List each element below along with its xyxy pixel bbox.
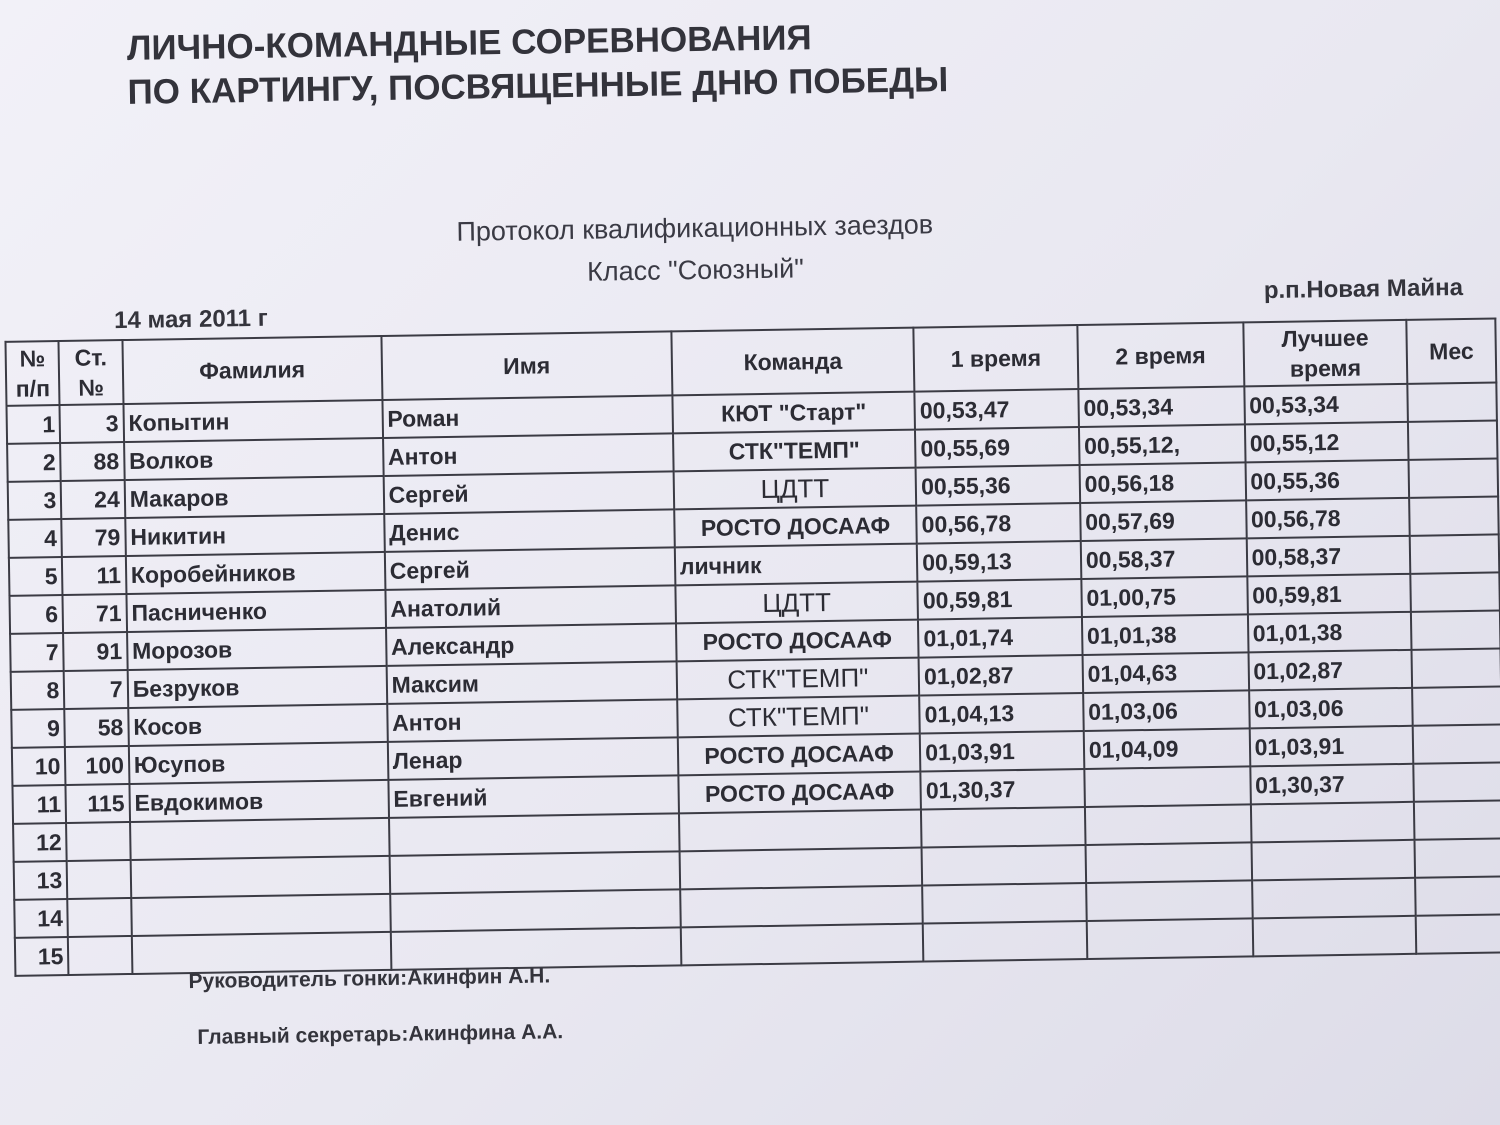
cell-time1 — [922, 883, 1086, 924]
cell-time2: 01,04,63 — [1082, 652, 1248, 693]
cell-num: 12 — [13, 823, 67, 862]
cell-time2 — [1085, 842, 1251, 883]
col-header-team: Команда — [671, 328, 914, 396]
cell-time1: 01,04,13 — [919, 693, 1083, 734]
cell-surname — [131, 894, 390, 936]
cell-best — [1250, 802, 1414, 843]
cell-time1: 00,55,36 — [916, 465, 1080, 506]
cell-place — [1409, 496, 1498, 535]
cell-name: Александр — [386, 623, 677, 666]
col-header-time1: 1 время — [914, 325, 1079, 392]
cell-team: личник — [675, 544, 918, 586]
cell-num: 3 — [8, 481, 62, 520]
col-header-best: Лучшее время — [1243, 320, 1408, 387]
cell-team: СТК"ТЕМП" — [677, 696, 920, 738]
cell-start: 3 — [60, 404, 124, 443]
cell-name — [390, 889, 681, 932]
cell-num: 9 — [11, 709, 65, 748]
cell-surname: Пасниченко — [126, 590, 385, 632]
cell-team: РОСТО ДОСААФ — [678, 734, 921, 776]
cell-team: ЦДТТ — [675, 582, 918, 624]
cell-place — [1408, 420, 1497, 459]
cell-start: 24 — [61, 480, 125, 519]
document-title — [127, 11, 1128, 115]
cell-place — [1415, 838, 1500, 877]
cell-time2: 01,00,75 — [1081, 576, 1247, 617]
chief-secretary-signature: Главный секретарь:Акинфина А.А. — [197, 1020, 564, 1049]
cell-name: Антон — [387, 699, 678, 742]
cell-time2 — [1085, 804, 1251, 845]
cell-team: ЦДТТ — [673, 468, 916, 510]
cell-place — [1416, 914, 1500, 953]
cell-best: 01,01,38 — [1248, 612, 1412, 653]
cell-time1 — [923, 921, 1087, 962]
cell-num: 14 — [14, 899, 68, 938]
cell-time2: 00,53,34 — [1078, 386, 1244, 427]
col-header-name: Имя — [381, 331, 672, 400]
cell-start: 91 — [63, 632, 127, 671]
cell-time1: 00,55,69 — [915, 427, 1079, 468]
cell-best: 01,02,87 — [1248, 650, 1412, 691]
cell-team — [679, 810, 922, 852]
results-table — [4, 317, 1500, 976]
cell-num: 15 — [15, 937, 69, 976]
cell-start — [66, 822, 130, 861]
cell-time1: 00,53,47 — [915, 389, 1079, 430]
event-location: р.п.Новая Майна — [1263, 273, 1464, 305]
title-line-1: ЛИЧНО-КОМАНДНЫЕ СОРЕВНОВАНИЯ — [126, 18, 812, 68]
cell-time2: 00,55,12, — [1079, 424, 1245, 465]
cell-num: 5 — [9, 557, 63, 596]
cell-team: КЮТ "Старт" — [672, 392, 915, 434]
cell-surname: Безруков — [127, 666, 386, 708]
cell-name: Роман — [382, 395, 673, 438]
cell-num: 6 — [9, 595, 63, 634]
cell-start: 79 — [62, 518, 126, 557]
cell-surname: Евдокимов — [129, 780, 388, 822]
cell-name — [389, 851, 680, 894]
cell-name: Евгений — [388, 775, 679, 818]
cell-start — [68, 936, 132, 975]
cell-place — [1410, 534, 1499, 573]
cell-name: Анатолий — [385, 585, 676, 628]
cell-name — [390, 927, 681, 970]
cell-start: 71 — [63, 594, 127, 633]
cell-place — [1411, 610, 1500, 649]
class-heading: Класс "Союзный" — [586, 253, 805, 287]
col-header-time2: 2 время — [1077, 322, 1244, 389]
protocol-heading: Протокол квалификационных заездов — [456, 209, 934, 247]
cell-name: Денис — [384, 509, 675, 552]
col-header-num: № п/п — [5, 341, 59, 406]
cell-name: Максим — [386, 661, 677, 704]
cell-time2: 01,01,38 — [1082, 614, 1248, 655]
cell-best — [1252, 916, 1416, 957]
cell-time1: 00,56,78 — [916, 503, 1080, 544]
cell-start: 100 — [65, 746, 129, 785]
cell-name: Сергей — [383, 471, 674, 514]
cell-time1 — [921, 807, 1085, 848]
cell-start — [67, 860, 131, 899]
cell-name — [389, 813, 680, 856]
cell-start: 115 — [66, 784, 130, 823]
cell-best — [1252, 878, 1416, 919]
cell-num: 11 — [12, 785, 66, 824]
cell-team: РОСТО ДОСААФ — [678, 772, 921, 814]
cell-surname — [130, 818, 389, 860]
cell-time2: 00,58,37 — [1081, 538, 1247, 579]
cell-start: 11 — [62, 556, 126, 595]
cell-time1: 01,30,37 — [921, 769, 1085, 810]
cell-time1: 00,59,81 — [918, 579, 1082, 620]
cell-time2: 00,57,69 — [1080, 500, 1246, 541]
cell-best: 00,58,37 — [1246, 536, 1410, 577]
cell-surname — [130, 856, 389, 898]
cell-num: 2 — [7, 443, 61, 482]
race-director-signature: Руководитель гонки:Акинфин А.Н. — [188, 964, 551, 994]
cell-place — [1412, 648, 1500, 687]
cell-num: 1 — [6, 405, 60, 444]
cell-num: 10 — [12, 747, 66, 786]
cell-num: 13 — [14, 861, 68, 900]
cell-team: СТК"ТЕМП" — [673, 430, 916, 472]
cell-team — [680, 886, 923, 928]
cell-team — [679, 848, 922, 890]
cell-start: 88 — [60, 442, 124, 481]
cell-place — [1410, 572, 1499, 611]
cell-time2: 01,04,09 — [1084, 728, 1250, 769]
cell-time1: 00,59,13 — [917, 541, 1081, 582]
cell-team: РОСТО ДОСААФ — [676, 620, 919, 662]
title-line-2: ПО КАРТИНГУ, ПОСВЯЩЕННЫЕ ДНЮ ПОБЕДЫ — [127, 60, 949, 112]
cell-start: 7 — [64, 670, 128, 709]
cell-team: СТК"ТЕМП" — [676, 658, 919, 700]
cell-time2: 00,56,18 — [1079, 462, 1245, 503]
cell-start — [68, 898, 132, 937]
cell-time1 — [922, 845, 1086, 886]
cell-place — [1412, 686, 1500, 725]
cell-time2 — [1086, 880, 1252, 921]
col-header-surname: Фамилия — [122, 336, 382, 404]
cell-surname: Юсупов — [129, 742, 388, 784]
cell-surname: Косов — [128, 704, 387, 746]
cell-num: 7 — [10, 633, 64, 672]
cell-num: 8 — [11, 671, 65, 710]
cell-start: 58 — [65, 708, 129, 747]
cell-team: РОСТО ДОСААФ — [674, 506, 917, 548]
cell-name: Сергей — [384, 547, 675, 590]
cell-surname: Копытин — [123, 400, 382, 442]
cell-best — [1251, 840, 1415, 881]
cell-best: 01,03,91 — [1249, 726, 1413, 767]
cell-time1: 01,02,87 — [919, 655, 1083, 696]
cell-num: 4 — [8, 519, 62, 558]
cell-place — [1414, 800, 1500, 839]
cell-surname: Макаров — [124, 476, 383, 518]
col-header-start: Ст. № — [59, 340, 123, 405]
cell-best: 00,53,34 — [1244, 384, 1408, 425]
cell-best: 00,55,36 — [1245, 460, 1409, 501]
cell-team — [681, 924, 924, 966]
cell-place — [1409, 458, 1498, 497]
event-date: 14 мая 2011 г — [113, 304, 268, 335]
cell-time1: 01,01,74 — [918, 617, 1082, 658]
cell-best: 00,55,12 — [1245, 422, 1409, 463]
cell-time2: 01,03,06 — [1083, 690, 1249, 731]
cell-surname: Никитин — [125, 514, 384, 556]
cell-name: Антон — [383, 433, 674, 476]
cell-place — [1408, 382, 1497, 421]
cell-time2 — [1084, 766, 1250, 807]
cell-name: Ленар — [387, 737, 678, 780]
cell-time2 — [1087, 918, 1253, 959]
cell-best: 00,59,81 — [1247, 574, 1411, 615]
cell-best: 00,56,78 — [1246, 498, 1410, 539]
cell-place — [1415, 876, 1500, 915]
col-header-place: Мес — [1407, 318, 1497, 383]
cell-place — [1413, 724, 1500, 763]
cell-best: 01,03,06 — [1249, 688, 1413, 729]
cell-best: 01,30,37 — [1250, 764, 1414, 805]
cell-surname: Волков — [124, 438, 383, 480]
cell-surname: Коробейников — [126, 552, 385, 594]
cell-time1: 01,03,91 — [920, 731, 1084, 772]
cell-surname: Морозов — [127, 628, 386, 670]
cell-place — [1413, 762, 1500, 801]
